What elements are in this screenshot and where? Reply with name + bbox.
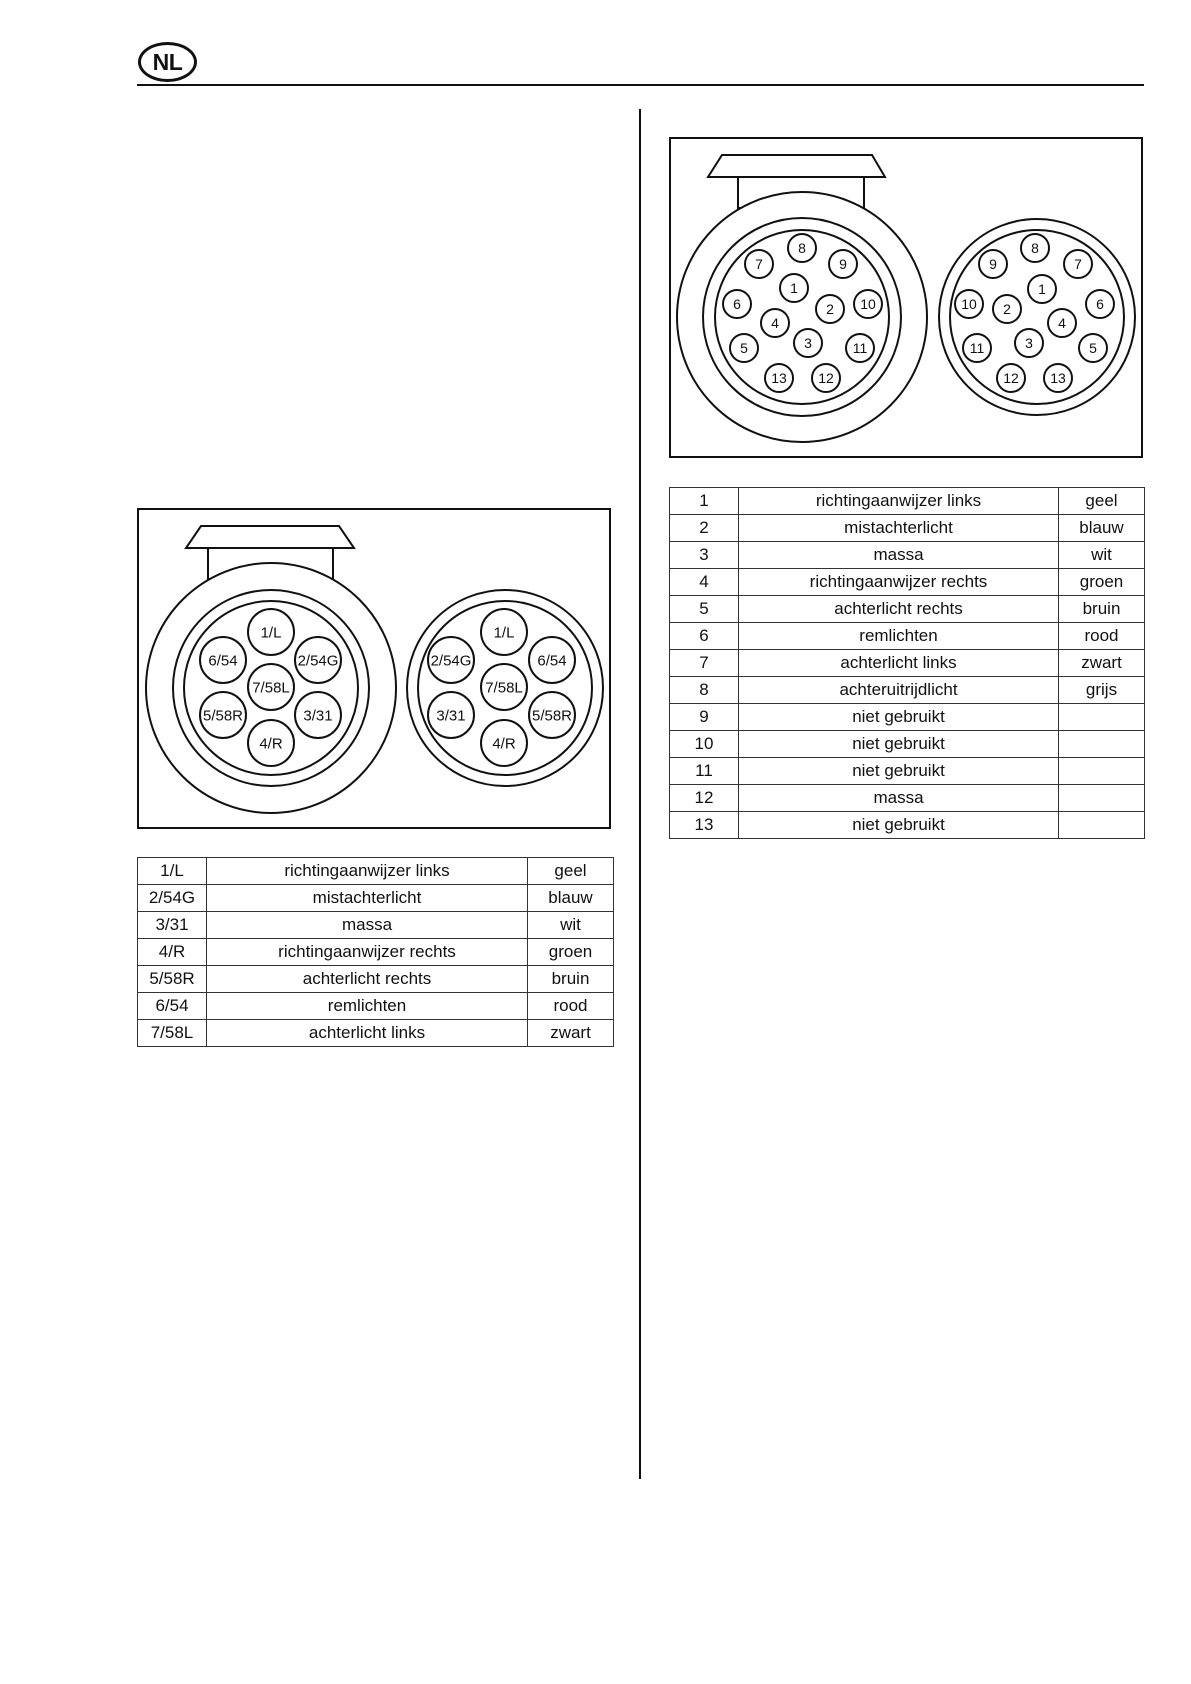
cell-pin: 2 — [670, 515, 739, 542]
cell-color: bruin — [528, 966, 614, 993]
pin-label: 12 — [1003, 370, 1019, 387]
cell-pin: 6 — [670, 623, 739, 650]
table-row — [138, 966, 614, 993]
cell-color: geel — [528, 858, 614, 885]
pin-label: 12 — [818, 370, 834, 387]
cell-pin: 2/54G — [138, 885, 207, 912]
pin-label: 10 — [961, 296, 977, 313]
cell-function: niet gebruikt — [739, 731, 1059, 758]
cell-color: wit — [1059, 542, 1145, 569]
column-divider — [639, 109, 641, 1479]
table-row — [670, 596, 1145, 623]
cell-function: richtingaanwijzer links — [739, 488, 1059, 515]
cell-pin: 13 — [670, 812, 739, 839]
table-row — [138, 993, 614, 1020]
pin-label: 9 — [989, 256, 997, 273]
cell-color — [1059, 731, 1145, 758]
cell-color: zwart — [1059, 650, 1145, 677]
cell-pin: 12 — [670, 785, 739, 812]
pin-label: 7/58L — [252, 679, 290, 697]
cell-function: remlichten — [739, 623, 1059, 650]
pin-label: 6 — [733, 296, 741, 313]
cell-pin: 4 — [670, 569, 739, 596]
cell-function: richtingaanwijzer rechts — [739, 569, 1059, 596]
pin-label: 13 — [771, 370, 787, 387]
table-row — [670, 704, 1145, 731]
pin-label: 5/58R — [531, 707, 573, 725]
pin-label: 3 — [1025, 335, 1033, 352]
cell-color — [1059, 704, 1145, 731]
cell-pin: 11 — [670, 758, 739, 785]
cell-function: achterlicht links — [739, 650, 1059, 677]
cell-color: rood — [528, 993, 614, 1020]
cell-pin: 6/54 — [138, 993, 207, 1020]
wiring-table-13pin — [669, 487, 1145, 839]
wiring-table-7pin — [137, 857, 614, 1047]
cell-color: groen — [1059, 569, 1145, 596]
pin-label: 2/54G — [430, 652, 472, 670]
cell-pin: 8 — [670, 677, 739, 704]
cell-function: achterlicht rechts — [739, 596, 1059, 623]
pin-label: 8 — [798, 240, 806, 257]
table-row — [670, 623, 1145, 650]
header-rule — [137, 84, 1144, 86]
cell-color — [1059, 812, 1145, 839]
cell-pin: 10 — [670, 731, 739, 758]
cell-function: massa — [207, 912, 528, 939]
pin-label: 9 — [839, 256, 847, 273]
connector-13pin-diagram — [669, 137, 1143, 458]
pin-label: 6/54 — [208, 652, 238, 670]
table-row — [138, 1020, 614, 1047]
cell-color — [1059, 758, 1145, 785]
cell-function: achteruitrijdlicht — [739, 677, 1059, 704]
cell-function: achterlicht links — [207, 1020, 528, 1047]
cell-pin: 5 — [670, 596, 739, 623]
cell-function: mistachterlicht — [207, 885, 528, 912]
connector-7pin-svg — [137, 508, 611, 829]
pin-label: 5 — [1089, 340, 1097, 357]
cell-pin: 9 — [670, 704, 739, 731]
language-badge: NL — [138, 42, 197, 82]
cell-function: mistachterlicht — [739, 515, 1059, 542]
pin-label: 4 — [1058, 315, 1066, 332]
table-row — [670, 542, 1145, 569]
cell-pin: 7/58L — [138, 1020, 207, 1047]
cell-pin: 3/31 — [138, 912, 207, 939]
pin-label: 10 — [860, 296, 876, 313]
cell-color: zwart — [528, 1020, 614, 1047]
connector-housing-top — [708, 155, 885, 177]
cell-color: blauw — [1059, 515, 1145, 542]
table-row — [670, 488, 1145, 515]
pin-label: 4 — [771, 315, 779, 332]
connector-7pin-diagram — [137, 508, 611, 829]
table-row — [670, 515, 1145, 542]
pin-label: 2 — [826, 301, 834, 318]
pin-label: 11 — [969, 340, 985, 357]
pin-label: 2/54G — [297, 652, 339, 670]
pin-label: 6/54 — [537, 652, 567, 670]
table-row — [670, 758, 1145, 785]
pin-label: 4/R — [492, 735, 516, 753]
pin-label: 8 — [1031, 240, 1039, 257]
cell-function: niet gebruikt — [739, 704, 1059, 731]
cell-function: massa — [739, 785, 1059, 812]
pin-label: 7 — [755, 256, 763, 273]
cell-color: groen — [528, 939, 614, 966]
table-row — [670, 677, 1145, 704]
cell-color: grijs — [1059, 677, 1145, 704]
cell-function: niet gebruikt — [739, 812, 1059, 839]
cell-color: rood — [1059, 623, 1145, 650]
table-row — [670, 569, 1145, 596]
table-row — [138, 858, 614, 885]
cell-pin: 1 — [670, 488, 739, 515]
pin-label: 1 — [790, 280, 798, 297]
cell-color — [1059, 785, 1145, 812]
connector-housing-top — [186, 526, 354, 548]
pin-label: 7 — [1074, 256, 1082, 273]
cell-pin: 5/58R — [138, 966, 207, 993]
cell-color: geel — [1059, 488, 1145, 515]
pin-label: 5 — [740, 340, 748, 357]
cell-pin: 4/R — [138, 939, 207, 966]
table-row — [670, 785, 1145, 812]
pin-label: 1/L — [260, 624, 282, 642]
pin-label: 13 — [1050, 370, 1066, 387]
pin-label: 6 — [1096, 296, 1104, 313]
pin-label: 7/58L — [485, 679, 523, 697]
table-row — [670, 812, 1145, 839]
connector-13pin-svg — [669, 137, 1143, 458]
pin-label: 1 — [1038, 281, 1046, 298]
table-row — [138, 912, 614, 939]
pin-label: 3/31 — [303, 707, 333, 725]
pin-label: 4/R — [259, 735, 283, 753]
cell-pin: 3 — [670, 542, 739, 569]
cell-color: wit — [528, 912, 614, 939]
cell-function: remlichten — [207, 993, 528, 1020]
pin-label: 5/58R — [202, 707, 244, 725]
table-row — [670, 650, 1145, 677]
table-row — [138, 885, 614, 912]
cell-function: richtingaanwijzer rechts — [207, 939, 528, 966]
table-row — [670, 731, 1145, 758]
pin-label: 3 — [804, 335, 812, 352]
cell-color: blauw — [528, 885, 614, 912]
cell-pin: 1/L — [138, 858, 207, 885]
pin-label: 3/31 — [436, 707, 466, 725]
cell-function: niet gebruikt — [739, 758, 1059, 785]
cell-pin: 7 — [670, 650, 739, 677]
table-row — [138, 939, 614, 966]
pin-label: 11 — [852, 340, 868, 357]
pin-label: 2 — [1003, 301, 1011, 318]
cell-function: massa — [739, 542, 1059, 569]
cell-color: bruin — [1059, 596, 1145, 623]
pin-label: 1/L — [493, 624, 515, 642]
cell-function: richtingaanwijzer links — [207, 858, 528, 885]
cell-function: achterlicht rechts — [207, 966, 528, 993]
